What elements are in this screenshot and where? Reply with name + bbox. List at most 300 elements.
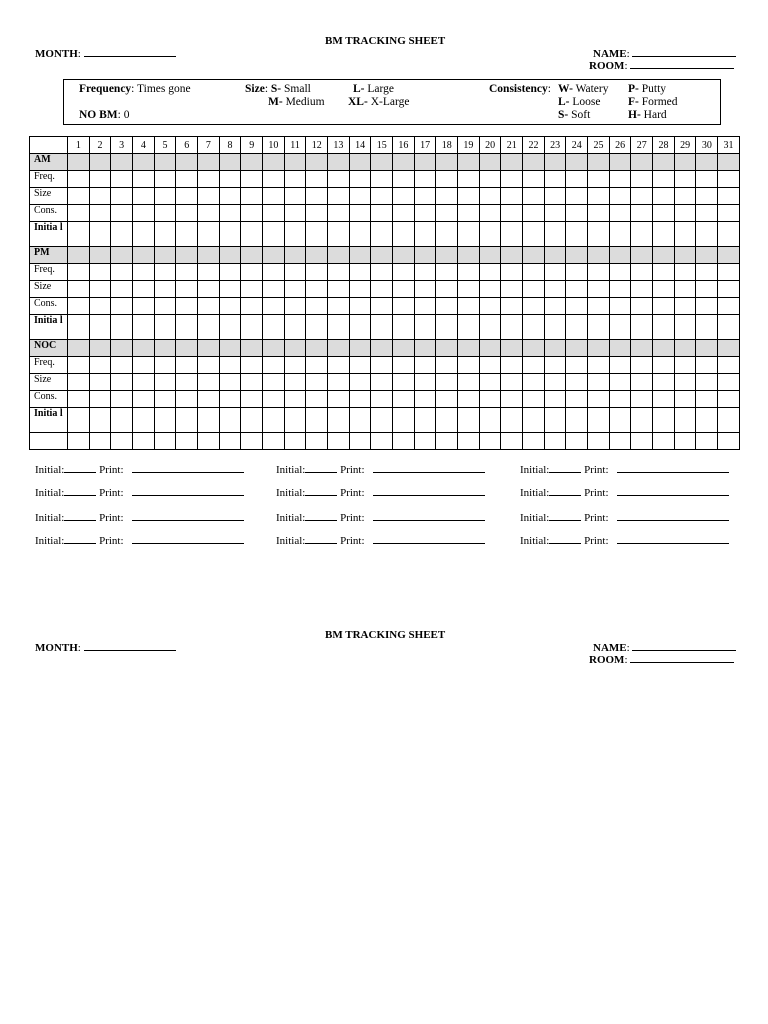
print-line[interactable] xyxy=(617,463,729,473)
entry-cell[interactable] xyxy=(176,222,198,247)
entry-cell[interactable] xyxy=(674,188,696,205)
entry-cell[interactable] xyxy=(133,433,155,450)
entry-cell[interactable] xyxy=(674,357,696,374)
entry-cell[interactable] xyxy=(479,408,501,433)
entry-cell[interactable] xyxy=(176,357,198,374)
entry-cell[interactable] xyxy=(501,298,523,315)
entry-cell[interactable] xyxy=(436,205,458,222)
entry-cell[interactable] xyxy=(393,222,415,247)
entry-cell[interactable] xyxy=(111,315,133,340)
entry-cell[interactable] xyxy=(696,222,718,247)
initial-line[interactable] xyxy=(549,511,581,521)
entry-cell[interactable] xyxy=(306,315,328,340)
print-line[interactable] xyxy=(132,463,244,473)
entry-cell[interactable] xyxy=(393,264,415,281)
entry-cell[interactable] xyxy=(544,188,566,205)
entry-cell[interactable] xyxy=(241,281,263,298)
entry-cell[interactable] xyxy=(89,315,111,340)
entry-cell[interactable] xyxy=(263,205,285,222)
entry-cell[interactable] xyxy=(631,357,653,374)
entry-cell[interactable] xyxy=(588,264,610,281)
entry-cell[interactable] xyxy=(133,357,155,374)
entry-cell[interactable] xyxy=(306,357,328,374)
entry-cell[interactable] xyxy=(674,281,696,298)
entry-cell[interactable] xyxy=(501,222,523,247)
entry-cell[interactable] xyxy=(436,188,458,205)
initial-line[interactable] xyxy=(64,463,96,473)
entry-cell[interactable] xyxy=(414,433,436,450)
entry-cell[interactable] xyxy=(458,374,480,391)
entry-cell[interactable] xyxy=(414,264,436,281)
entry-cell[interactable] xyxy=(219,408,241,433)
entry-cell[interactable] xyxy=(631,264,653,281)
entry-cell[interactable] xyxy=(501,315,523,340)
entry-cell[interactable] xyxy=(371,188,393,205)
entry-cell[interactable] xyxy=(501,188,523,205)
entry-cell[interactable] xyxy=(458,264,480,281)
entry-cell[interactable] xyxy=(544,264,566,281)
entry-cell[interactable] xyxy=(631,408,653,433)
entry-cell[interactable] xyxy=(176,188,198,205)
entry-cell[interactable] xyxy=(349,222,371,247)
entry-cell[interactable] xyxy=(89,222,111,247)
entry-cell[interactable] xyxy=(501,205,523,222)
entry-cell[interactable] xyxy=(306,281,328,298)
entry-cell[interactable] xyxy=(718,408,740,433)
entry-cell[interactable] xyxy=(479,374,501,391)
entry-cell[interactable] xyxy=(306,171,328,188)
entry-cell[interactable] xyxy=(111,298,133,315)
entry-cell[interactable] xyxy=(68,281,90,298)
entry-cell[interactable] xyxy=(328,298,350,315)
entry-cell[interactable] xyxy=(436,374,458,391)
entry-cell[interactable] xyxy=(458,357,480,374)
entry-cell[interactable] xyxy=(349,281,371,298)
entry-cell[interactable] xyxy=(414,222,436,247)
entry-cell[interactable] xyxy=(479,433,501,450)
entry-cell[interactable] xyxy=(241,391,263,408)
entry-cell[interactable] xyxy=(241,298,263,315)
entry-cell[interactable] xyxy=(198,222,220,247)
entry-cell[interactable] xyxy=(284,222,306,247)
entry-cell[interactable] xyxy=(263,188,285,205)
entry-cell[interactable] xyxy=(284,264,306,281)
entry-cell[interactable] xyxy=(718,298,740,315)
entry-cell[interactable] xyxy=(414,357,436,374)
entry-cell[interactable] xyxy=(696,391,718,408)
entry-cell[interactable] xyxy=(609,433,631,450)
entry-cell[interactable] xyxy=(566,222,588,247)
entry-cell[interactable] xyxy=(523,391,545,408)
entry-cell[interactable] xyxy=(674,298,696,315)
entry-cell[interactable] xyxy=(328,264,350,281)
entry-cell[interactable] xyxy=(284,281,306,298)
entry-cell[interactable] xyxy=(436,391,458,408)
entry-cell[interactable] xyxy=(523,171,545,188)
entry-cell[interactable] xyxy=(176,298,198,315)
entry-cell[interactable] xyxy=(133,374,155,391)
entry-cell[interactable] xyxy=(306,298,328,315)
entry-cell[interactable] xyxy=(479,315,501,340)
entry-cell[interactable] xyxy=(653,298,675,315)
entry-cell[interactable] xyxy=(284,391,306,408)
entry-cell[interactable] xyxy=(89,205,111,222)
entry-cell[interactable] xyxy=(566,357,588,374)
entry-cell[interactable] xyxy=(718,264,740,281)
entry-cell[interactable] xyxy=(566,374,588,391)
entry-cell[interactable] xyxy=(306,222,328,247)
entry-cell[interactable] xyxy=(523,264,545,281)
entry-cell[interactable] xyxy=(154,205,176,222)
entry-cell[interactable] xyxy=(219,357,241,374)
entry-cell[interactable] xyxy=(68,391,90,408)
entry-cell[interactable] xyxy=(306,264,328,281)
entry-cell[interactable] xyxy=(393,205,415,222)
entry-cell[interactable] xyxy=(371,433,393,450)
entry-cell[interactable] xyxy=(588,205,610,222)
entry-cell[interactable] xyxy=(328,374,350,391)
entry-cell[interactable] xyxy=(111,374,133,391)
entry-cell[interactable] xyxy=(631,222,653,247)
entry-cell[interactable] xyxy=(306,433,328,450)
entry-cell[interactable] xyxy=(718,433,740,450)
entry-cell[interactable] xyxy=(653,281,675,298)
entry-cell[interactable] xyxy=(306,374,328,391)
print-line[interactable] xyxy=(617,486,729,496)
entry-cell[interactable] xyxy=(176,408,198,433)
entry-cell[interactable] xyxy=(718,281,740,298)
entry-cell[interactable] xyxy=(544,433,566,450)
entry-cell[interactable] xyxy=(198,205,220,222)
entry-cell[interactable] xyxy=(544,205,566,222)
entry-cell[interactable] xyxy=(653,357,675,374)
entry-cell[interactable] xyxy=(458,281,480,298)
entry-cell[interactable] xyxy=(111,264,133,281)
entry-cell[interactable] xyxy=(718,205,740,222)
entry-cell[interactable] xyxy=(653,264,675,281)
entry-cell[interactable] xyxy=(653,391,675,408)
entry-cell[interactable] xyxy=(523,315,545,340)
entry-cell[interactable] xyxy=(696,408,718,433)
entry-cell[interactable] xyxy=(588,433,610,450)
entry-cell[interactable] xyxy=(263,357,285,374)
entry-cell[interactable] xyxy=(458,408,480,433)
entry-cell[interactable] xyxy=(653,433,675,450)
entry-cell[interactable] xyxy=(219,391,241,408)
entry-cell[interactable] xyxy=(631,391,653,408)
entry-cell[interactable] xyxy=(414,281,436,298)
print-line[interactable] xyxy=(617,511,729,521)
entry-cell[interactable] xyxy=(436,408,458,433)
entry-cell[interactable] xyxy=(89,264,111,281)
sheet2-room-line[interactable] xyxy=(630,653,734,663)
entry-cell[interactable] xyxy=(566,171,588,188)
initial-line[interactable] xyxy=(305,511,337,521)
entry-cell[interactable] xyxy=(198,188,220,205)
entry-cell[interactable] xyxy=(133,408,155,433)
initial-line[interactable] xyxy=(64,486,96,496)
print-line[interactable] xyxy=(617,534,729,544)
entry-cell[interactable] xyxy=(544,298,566,315)
entry-cell[interactable] xyxy=(696,188,718,205)
entry-cell[interactable] xyxy=(176,205,198,222)
entry-cell[interactable] xyxy=(349,408,371,433)
entry-cell[interactable] xyxy=(458,298,480,315)
entry-cell[interactable] xyxy=(241,264,263,281)
entry-cell[interactable] xyxy=(458,188,480,205)
entry-cell[interactable] xyxy=(436,171,458,188)
entry-cell[interactable] xyxy=(696,205,718,222)
entry-cell[interactable] xyxy=(176,433,198,450)
entry-cell[interactable] xyxy=(674,205,696,222)
entry-cell[interactable] xyxy=(393,374,415,391)
entry-cell[interactable] xyxy=(696,281,718,298)
entry-cell[interactable] xyxy=(371,408,393,433)
entry-cell[interactable] xyxy=(371,298,393,315)
entry-cell[interactable] xyxy=(176,374,198,391)
entry-cell[interactable] xyxy=(414,374,436,391)
entry-cell[interactable] xyxy=(154,433,176,450)
entry-cell[interactable] xyxy=(219,298,241,315)
entry-cell[interactable] xyxy=(371,374,393,391)
month-line[interactable] xyxy=(84,47,176,57)
entry-cell[interactable] xyxy=(219,222,241,247)
entry-cell[interactable] xyxy=(544,357,566,374)
entry-cell[interactable] xyxy=(349,264,371,281)
entry-cell[interactable] xyxy=(674,408,696,433)
entry-cell[interactable] xyxy=(631,188,653,205)
entry-cell[interactable] xyxy=(631,298,653,315)
entry-cell[interactable] xyxy=(718,315,740,340)
entry-cell[interactable] xyxy=(133,315,155,340)
entry-cell[interactable] xyxy=(241,171,263,188)
entry-cell[interactable] xyxy=(696,264,718,281)
entry-cell[interactable] xyxy=(328,433,350,450)
entry-cell[interactable] xyxy=(241,433,263,450)
entry-cell[interactable] xyxy=(306,408,328,433)
entry-cell[interactable] xyxy=(284,357,306,374)
entry-cell[interactable] xyxy=(263,391,285,408)
initial-line[interactable] xyxy=(305,534,337,544)
entry-cell[interactable] xyxy=(588,408,610,433)
entry-cell[interactable] xyxy=(154,374,176,391)
entry-cell[interactable] xyxy=(414,171,436,188)
entry-cell[interactable] xyxy=(349,374,371,391)
entry-cell[interactable] xyxy=(219,374,241,391)
entry-cell[interactable] xyxy=(479,281,501,298)
entry-cell[interactable] xyxy=(609,171,631,188)
entry-cell[interactable] xyxy=(328,281,350,298)
entry-cell[interactable] xyxy=(718,222,740,247)
entry-cell[interactable] xyxy=(176,315,198,340)
entry-cell[interactable] xyxy=(436,222,458,247)
entry-cell[interactable] xyxy=(696,433,718,450)
entry-cell[interactable] xyxy=(263,433,285,450)
entry-cell[interactable] xyxy=(436,357,458,374)
entry-cell[interactable] xyxy=(241,408,263,433)
entry-cell[interactable] xyxy=(89,357,111,374)
entry-cell[interactable] xyxy=(371,281,393,298)
entry-cell[interactable] xyxy=(566,433,588,450)
entry-cell[interactable] xyxy=(696,171,718,188)
entry-cell[interactable] xyxy=(696,374,718,391)
entry-cell[interactable] xyxy=(544,315,566,340)
entry-cell[interactable] xyxy=(436,433,458,450)
sheet2-name-line[interactable] xyxy=(632,641,736,651)
entry-cell[interactable] xyxy=(263,374,285,391)
entry-cell[interactable] xyxy=(523,374,545,391)
entry-cell[interactable] xyxy=(133,205,155,222)
entry-cell[interactable] xyxy=(523,433,545,450)
entry-cell[interactable] xyxy=(674,171,696,188)
entry-cell[interactable] xyxy=(544,374,566,391)
entry-cell[interactable] xyxy=(284,188,306,205)
entry-cell[interactable] xyxy=(501,264,523,281)
print-line[interactable] xyxy=(373,534,485,544)
entry-cell[interactable] xyxy=(718,171,740,188)
entry-cell[interactable] xyxy=(436,264,458,281)
entry-cell[interactable] xyxy=(501,374,523,391)
entry-cell[interactable] xyxy=(219,188,241,205)
entry-cell[interactable] xyxy=(414,188,436,205)
entry-cell[interactable] xyxy=(479,171,501,188)
entry-cell[interactable] xyxy=(133,171,155,188)
print-line[interactable] xyxy=(373,486,485,496)
entry-cell[interactable] xyxy=(414,205,436,222)
entry-cell[interactable] xyxy=(479,188,501,205)
entry-cell[interactable] xyxy=(284,315,306,340)
entry-cell[interactable] xyxy=(306,188,328,205)
print-line[interactable] xyxy=(132,534,244,544)
entry-cell[interactable] xyxy=(696,315,718,340)
print-line[interactable] xyxy=(373,511,485,521)
entry-cell[interactable] xyxy=(458,222,480,247)
entry-cell[interactable] xyxy=(89,391,111,408)
entry-cell[interactable] xyxy=(68,408,90,433)
entry-cell[interactable] xyxy=(653,222,675,247)
entry-cell[interactable] xyxy=(263,222,285,247)
entry-cell[interactable] xyxy=(133,222,155,247)
entry-cell[interactable] xyxy=(371,357,393,374)
entry-cell[interactable] xyxy=(349,205,371,222)
entry-cell[interactable] xyxy=(718,357,740,374)
entry-cell[interactable] xyxy=(241,315,263,340)
entry-cell[interactable] xyxy=(696,357,718,374)
entry-cell[interactable] xyxy=(133,264,155,281)
entry-cell[interactable] xyxy=(198,298,220,315)
entry-cell[interactable] xyxy=(154,391,176,408)
entry-cell[interactable] xyxy=(566,408,588,433)
entry-cell[interactable] xyxy=(631,433,653,450)
entry-cell[interactable] xyxy=(349,298,371,315)
entry-cell[interactable] xyxy=(393,281,415,298)
entry-cell[interactable] xyxy=(609,408,631,433)
entry-cell[interactable] xyxy=(501,433,523,450)
entry-cell[interactable] xyxy=(371,315,393,340)
entry-cell[interactable] xyxy=(653,188,675,205)
entry-cell[interactable] xyxy=(241,205,263,222)
entry-cell[interactable] xyxy=(349,315,371,340)
entry-cell[interactable] xyxy=(154,188,176,205)
entry-cell[interactable] xyxy=(154,315,176,340)
entry-cell[interactable] xyxy=(566,315,588,340)
entry-cell[interactable] xyxy=(674,315,696,340)
entry-cell[interactable] xyxy=(328,408,350,433)
entry-cell[interactable] xyxy=(68,357,90,374)
entry-cell[interactable] xyxy=(284,408,306,433)
entry-cell[interactable] xyxy=(219,205,241,222)
entry-cell[interactable] xyxy=(111,222,133,247)
entry-cell[interactable] xyxy=(198,281,220,298)
entry-cell[interactable] xyxy=(154,298,176,315)
entry-cell[interactable] xyxy=(653,408,675,433)
entry-cell[interactable] xyxy=(371,264,393,281)
entry-cell[interactable] xyxy=(523,205,545,222)
entry-cell[interactable] xyxy=(154,357,176,374)
entry-cell[interactable] xyxy=(263,264,285,281)
entry-cell[interactable] xyxy=(458,391,480,408)
entry-cell[interactable] xyxy=(393,433,415,450)
entry-cell[interactable] xyxy=(371,222,393,247)
entry-cell[interactable] xyxy=(479,298,501,315)
entry-cell[interactable] xyxy=(198,171,220,188)
entry-cell[interactable] xyxy=(284,205,306,222)
entry-cell[interactable] xyxy=(111,391,133,408)
entry-cell[interactable] xyxy=(653,315,675,340)
entry-cell[interactable] xyxy=(219,315,241,340)
entry-cell[interactable] xyxy=(89,298,111,315)
entry-cell[interactable] xyxy=(501,408,523,433)
sheet2-month-line[interactable] xyxy=(84,641,176,651)
print-line[interactable] xyxy=(132,486,244,496)
entry-cell[interactable] xyxy=(154,408,176,433)
entry-cell[interactable] xyxy=(609,374,631,391)
entry-cell[interactable] xyxy=(263,408,285,433)
entry-cell[interactable] xyxy=(653,374,675,391)
entry-cell[interactable] xyxy=(609,205,631,222)
entry-cell[interactable] xyxy=(393,188,415,205)
room-line[interactable] xyxy=(630,59,734,69)
entry-cell[interactable] xyxy=(696,298,718,315)
entry-cell[interactable] xyxy=(501,357,523,374)
entry-cell[interactable] xyxy=(588,315,610,340)
entry-cell[interactable] xyxy=(523,281,545,298)
entry-cell[interactable] xyxy=(566,391,588,408)
entry-cell[interactable] xyxy=(674,222,696,247)
initial-line[interactable] xyxy=(549,486,581,496)
entry-cell[interactable] xyxy=(176,281,198,298)
entry-cell[interactable] xyxy=(523,298,545,315)
entry-cell[interactable] xyxy=(718,391,740,408)
entry-cell[interactable] xyxy=(111,433,133,450)
entry-cell[interactable] xyxy=(89,281,111,298)
entry-cell[interactable] xyxy=(479,222,501,247)
entry-cell[interactable] xyxy=(68,298,90,315)
entry-cell[interactable] xyxy=(479,205,501,222)
entry-cell[interactable] xyxy=(631,315,653,340)
entry-cell[interactable] xyxy=(263,298,285,315)
entry-cell[interactable] xyxy=(393,315,415,340)
entry-cell[interactable] xyxy=(111,171,133,188)
entry-cell[interactable] xyxy=(588,281,610,298)
entry-cell[interactable] xyxy=(219,171,241,188)
entry-cell[interactable] xyxy=(588,171,610,188)
entry-cell[interactable] xyxy=(176,391,198,408)
entry-cell[interactable] xyxy=(176,171,198,188)
entry-cell[interactable] xyxy=(198,315,220,340)
entry-cell[interactable] xyxy=(198,391,220,408)
entry-cell[interactable] xyxy=(284,171,306,188)
